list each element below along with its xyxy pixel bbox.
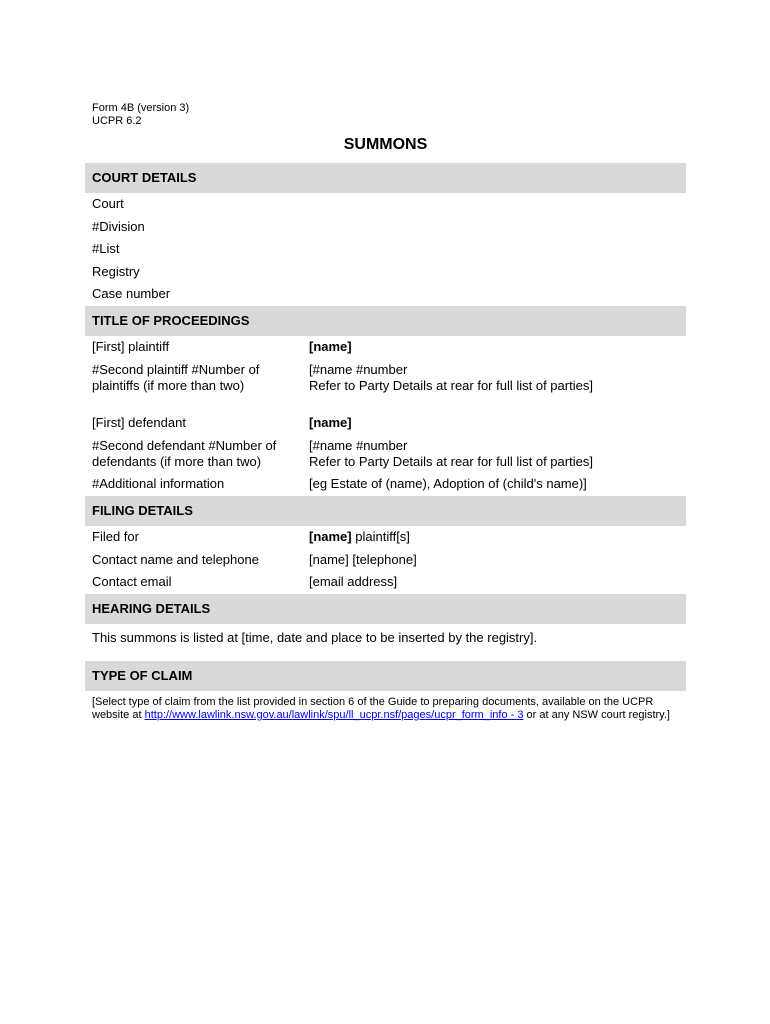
second-plaintiff-label-line2: plaintiffs (if more than two) (92, 378, 245, 393)
filed-for-value (309, 529, 679, 545)
court-label: Court (92, 196, 124, 211)
section-heading-title-of-proceedings: TITLE OF PROCEEDINGS (85, 306, 686, 336)
ucpr-form-info-link[interactable]: http://www.lawlink.nsw.gov.au/lawlink/spu/ll_ucpr.nsf/pages/ucpr_form_info - 3 (144, 709, 524, 721)
second-plaintiff-value-line1: [#name #number (309, 362, 408, 377)
list-label: #List (92, 241, 120, 256)
section-heading-hearing-details: HEARING DETAILS (85, 594, 686, 624)
second-plaintiff-label (92, 362, 297, 394)
hearing-listing-text: This summons is listed at [time, date and place to be inserted by the registry]. (92, 630, 538, 645)
division-label: #Division (92, 219, 145, 234)
contact-email-value: [email address] (309, 574, 398, 589)
form-meta (92, 102, 189, 128)
second-defendant-value (309, 438, 679, 470)
second-plaintiff-label-line1: #Second plaintiff #Number of (92, 362, 260, 377)
first-defendant-label: [First] defendant (92, 415, 186, 430)
claim-text-before: [Select type of claim from the list provided in section 6 of the Guide to preparing documents, available on the UCPR website at (92, 696, 654, 721)
type-of-claim-instructions (92, 696, 677, 722)
section-heading-type-of-claim: TYPE OF CLAIM (85, 661, 686, 691)
case-number-label: Case number (92, 286, 171, 301)
first-plaintiff-value: [name] (309, 339, 352, 354)
contact-email-label: Contact email (92, 574, 172, 589)
contact-label: Contact name and telephone (92, 552, 259, 567)
filed-for-label: Filed for (92, 529, 139, 544)
second-defendant-value-line1: [#name #number (309, 438, 408, 453)
section-heading-court-details: COURT DETAILS (85, 163, 686, 193)
filed-for-party: plaintiff[s] (351, 529, 410, 544)
section-heading-filing-details: FILING DETAILS (85, 496, 686, 526)
registry-label: Registry (92, 264, 140, 279)
second-defendant-value-line2: Refer to Party Details at rear for full list of parties] (309, 454, 593, 469)
additional-info-value: [eg Estate of (name), Adoption of (child's name)] (309, 476, 587, 491)
second-defendant-label-line1: #Second defendant #Number of (92, 438, 277, 453)
filed-for-name: [name] (309, 529, 352, 544)
form-version: Form 4B (version 3) (92, 102, 190, 114)
second-plaintiff-value-line2: Refer to Party Details at rear for full list of parties] (309, 378, 593, 393)
additional-info-label: #Additional information (92, 476, 225, 491)
first-defendant-value: [name] (309, 415, 352, 430)
rule-reference: UCPR 6.2 (92, 115, 142, 127)
second-plaintiff-value (309, 362, 679, 394)
second-defendant-label-line2: defendants (if more than two) (92, 454, 262, 469)
claim-text-after: or at any NSW court registry.] (523, 709, 670, 721)
document-title: SUMMONS (343, 136, 428, 153)
first-plaintiff-label: [First] plaintiff (92, 339, 170, 354)
contact-value: [name] [telephone] (309, 552, 417, 567)
second-defendant-label (92, 438, 297, 470)
